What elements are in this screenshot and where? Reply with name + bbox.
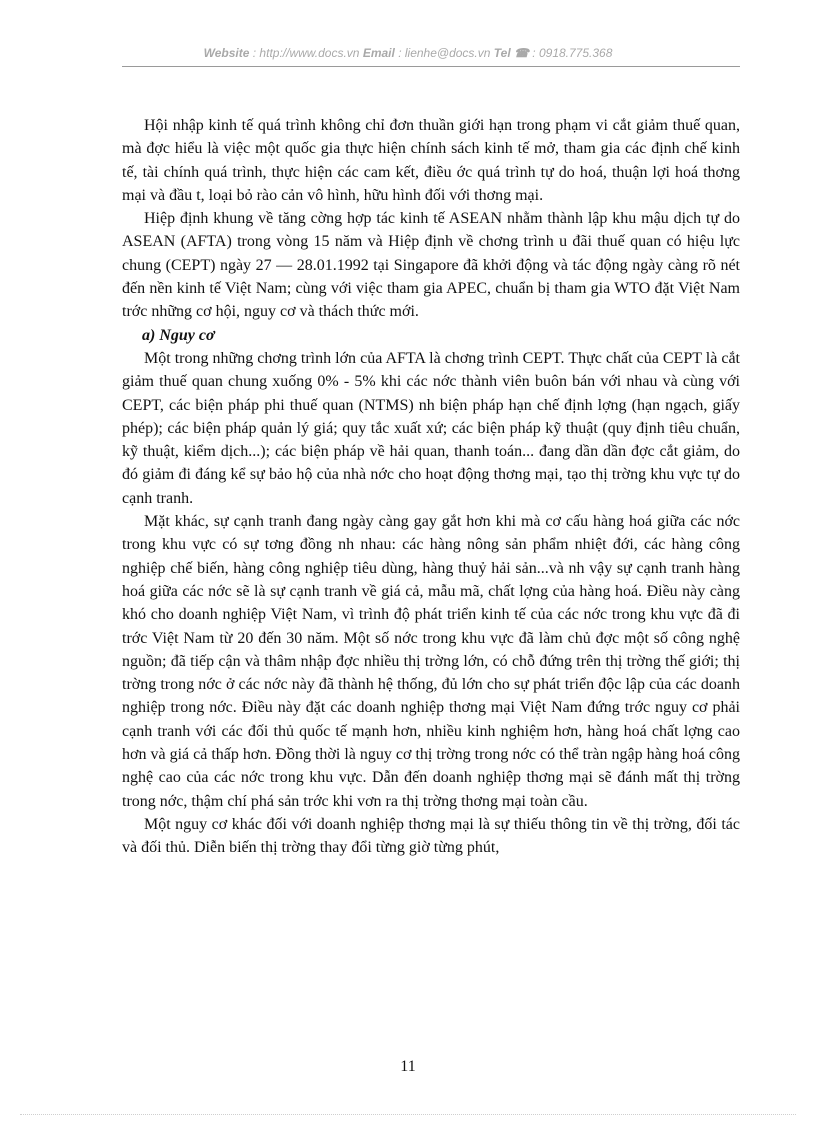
website-value: : http://www.docs.vn	[252, 46, 360, 60]
section-heading: a) Nguy cơ	[142, 326, 215, 344]
page-header	[0, 46, 816, 60]
footer-divider	[20, 1114, 796, 1115]
paragraph: Một trong những chơng trình lớn của AFTA là chơng trình CEPT. Thực chất của CEPT là cắt giảm thuế quan chung xuống 0% - 5% khi các nớc thành viên buôn bán với nhau và cùng với CEPT, các biện pháp phi thuế quan (NTMS) nh biện pháp hạn chế định lợng (hạn ngạch, giấy phép); các biện pháp quản lý giá; quy tắc xuất xứ; các biện pháp kỹ thuật (quy định tiêu chuẩn, kỹ thuật, kiểm dịch...); các biện pháp về hải quan, thanh toán... đang dần dần đợc cắt giảm, do đó giảm đi đáng kể sự bảo hộ của nhà nớc cho hoạt động thơng mại, tạo thị trờng khu vực tự do cạnh tranh.	[122, 349, 740, 507]
header-divider	[122, 66, 740, 67]
email-value: : lienhe@docs.vn	[398, 46, 491, 60]
paragraph: Hội nhập kinh tế quá trình không chỉ đơn thuần giới hạn trong phạm vi cắt giảm thuế quan, mà đợc hiểu là việc một quốc gia thực hiện chính sách kinh tế mở, tham gia các định chế kinh tế, tài chính quá trình, thực hiện các cam kết, điều ớc quá trình tự do hoá, thuận lợi hoá thơng mại và đầu t, loại bỏ rào cản vô hình, hữu hình đối với thơng mại.	[122, 117, 740, 204]
paragraph: Mặt khác, sự cạnh tranh đang ngày càng gay gắt hơn khi mà cơ cấu hàng hoá giữa các nớc trong khu vực có sự tơng đồng nh nhau: các hàng nông sản phẩm nhiệt đới, các hàng công nghiệp chế biến, hàng công nghiệp tiêu dùng, hàng thuỷ hải sản...và nh vậy sự cạnh tranh hàng hoá giữa các nớc sẽ là sự cạnh tranh về giá cả, mẫu mã, chất lợng của hàng hoá. Điều này càng khó cho doanh nghiệp Việt Nam, vì trình độ phát triển kinh tế của các nớc trong khu vực đã đi trớc Việt Nam từ 20 đến 30 năm. Một số nớc trong khu vực đã làm chủ đợc một số công nghệ nguồn; đã tiếp cận và thâm nhập đợc nhiều thị trờng lớn, có chỗ đứng trên thị trờng thế giới; thị trờng trong nớc ở các nớc này đã thành hệ thống, đủ lớn cho sự phát triển độc lập của các doanh nghiệp trong nớc. Điều này đặt các doanh nghiệp thơng mại Việt Nam đứng trớc nguy cơ phải cạnh tranh với các đối thủ quốc tế mạnh hơn, nhiều kinh nghiệm hơn, hàng hoá chất lợng cao hơn và giá cả thấp hơn. Đồng thời là nguy cơ thị trờng trong nớc có thể tràn ngập hàng hoá công nghệ cao của các nớc trong khu vực. Dẫn đến doanh nghiệp thơng mại sẽ đánh mất thị trờng trong nớc, thậm chí phá sản trớc khi vơn ra thị trờng thơng mại toàn cầu.	[122, 513, 740, 810]
website-label: Website	[203, 46, 250, 60]
paragraph: Hiệp định khung về tăng cờng hợp tác kinh tế ASEAN nhằm thành lập khu mậu dịch tự do ASEAN (AFTA) trong vòng 15 năm và Hiệp định về chơng trình u đãi thuế quan có hiệu lực chung (CEPT) ngày 27 — 28.01.1992 tại Singapore đã khởi động và tác động ngày càng rõ nét đến nền kinh tế Việt Nam; cùng với việc tham gia APEC, chuẩn bị tham gia WTO đặt Việt Nam trớc những cơ hội, nguy cơ và thách thức mới.	[122, 210, 740, 321]
page-body	[122, 114, 740, 860]
tel-label: Tel ☎	[493, 46, 529, 60]
paragraph: Một nguy cơ khác đối với doanh nghiệp thơng mại là sự thiếu thông tin về thị trờng, đối tác và đối thủ. Diễn biến thị trờng thay đổi từng giờ từng phút,	[122, 815, 740, 857]
email-label: Email	[362, 46, 395, 60]
page-number: 11	[400, 1058, 416, 1075]
tel-value: : 0918.775.368	[532, 46, 613, 60]
